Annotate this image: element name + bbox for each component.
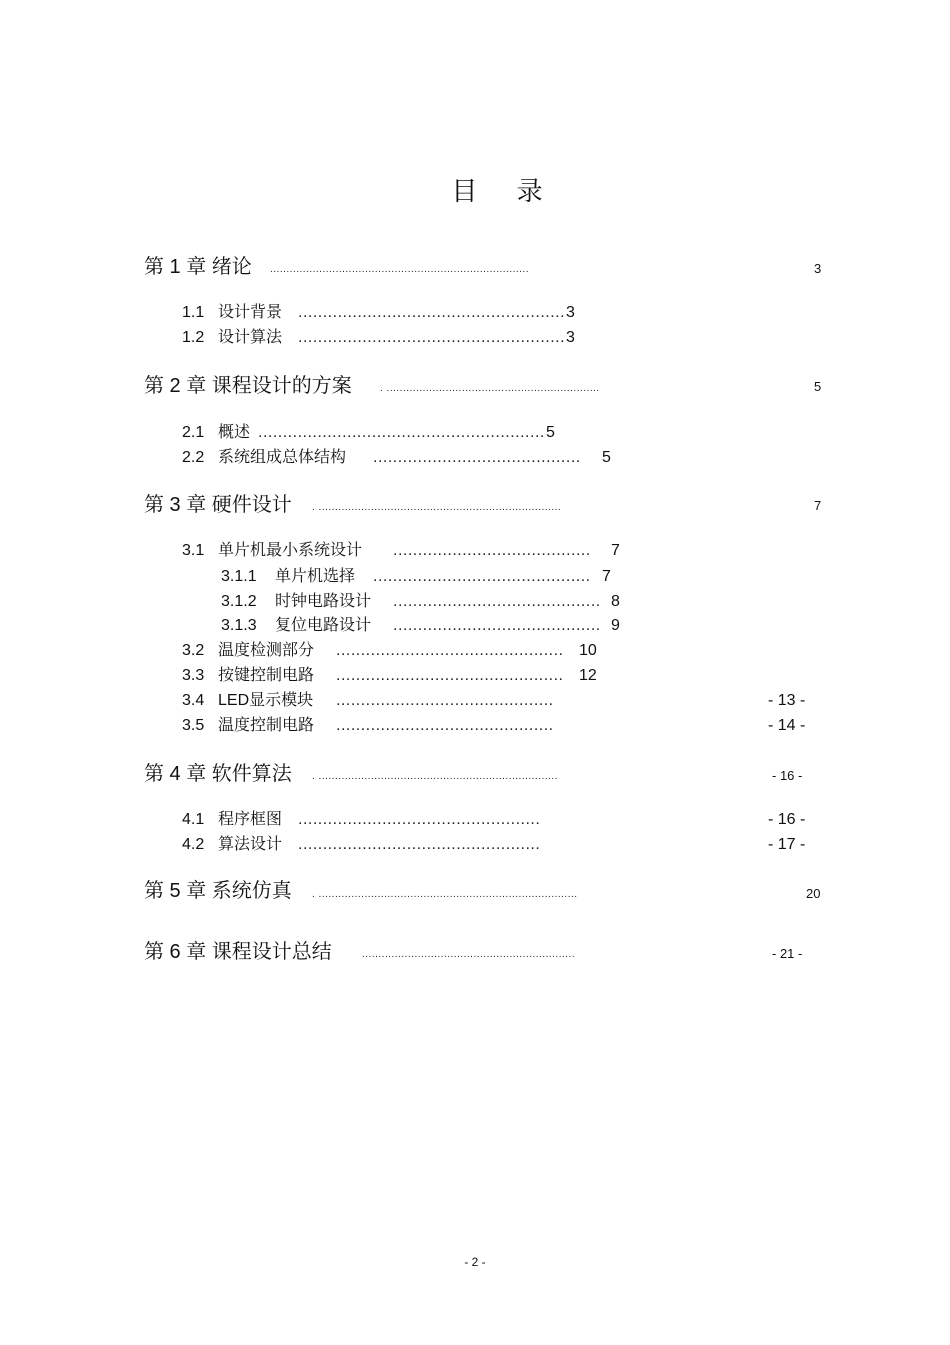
section-number: 3.4 xyxy=(182,692,205,709)
leader-dots: ............................................ xyxy=(336,717,554,734)
leader-dots: ............................................................................... xyxy=(270,264,529,275)
leader-dots: .......................................... xyxy=(393,593,601,610)
chapter-label: 第 3 章 硬件设计 xyxy=(144,494,292,516)
chapter-label: 第 2 章 课程设计的方案 xyxy=(144,375,352,397)
page-number: 5 xyxy=(546,424,555,441)
section-number: 2.1 xyxy=(182,424,205,441)
leader-dots: .......................................... xyxy=(393,617,601,634)
page-number: 12 xyxy=(579,667,597,684)
section-title: 算法设计 xyxy=(218,836,283,853)
leader-dots: ................................................................. xyxy=(362,949,576,960)
subsection-number: 3.1.2 xyxy=(221,593,257,610)
leader-dots: ................................................. xyxy=(298,836,541,853)
section-number: 4.2 xyxy=(182,836,205,853)
chapter-label: 第 4 章 软件算法 xyxy=(144,763,292,785)
page-number: 3 xyxy=(814,261,822,276)
section-title: 温度检测部分 xyxy=(218,642,315,659)
section-number: 3.3 xyxy=(182,667,205,684)
subsection-number: 3.1.3 xyxy=(221,617,257,634)
chapter-label: 第 1 章 绪论 xyxy=(144,256,252,278)
page-title: 目 录 xyxy=(451,176,559,206)
page-number: 7 xyxy=(602,568,611,585)
page-number: - 13 - xyxy=(768,692,806,709)
section-number: 2.2 xyxy=(182,449,205,466)
page-number: 3 xyxy=(566,329,575,346)
section-title: 程序框图 xyxy=(218,811,283,828)
section-title: LED显示模块 xyxy=(218,692,314,709)
leader-dots: ............................................ xyxy=(373,568,591,585)
section-title: 概述 xyxy=(218,424,251,441)
section-title: 温度控制电路 xyxy=(218,717,315,734)
section-number: 3.2 xyxy=(182,642,205,659)
subsection-title: 时钟电路设计 xyxy=(275,593,372,610)
leader-dots: ........................................ xyxy=(393,542,591,559)
page-number: 10 xyxy=(579,642,597,659)
leader-dots: .......................................................... xyxy=(258,424,545,441)
page-number: 20 xyxy=(806,886,821,901)
page-number: 9 xyxy=(611,617,620,634)
leader-dots: . ............................................................................... xyxy=(312,889,578,900)
leader-dots: . .......................................................................... xyxy=(312,502,562,513)
subsection-title: 复位电路设计 xyxy=(275,617,372,634)
leader-dots: .............................................. xyxy=(336,642,564,659)
section-number: 4.1 xyxy=(182,811,205,828)
page-number: 5 xyxy=(814,379,822,394)
page-number: 7 xyxy=(611,542,620,559)
page-number: 5 xyxy=(602,449,611,466)
section-title: 设计算法 xyxy=(218,329,283,346)
page-number: - 21 - xyxy=(772,946,803,961)
leader-dots: ................................................. xyxy=(298,811,541,828)
page-number: - 16 - xyxy=(772,768,803,783)
chapter-label: 第 5 章 系统仿真 xyxy=(144,880,292,902)
section-number: 1.2 xyxy=(182,329,205,346)
leader-dots: .......................................... xyxy=(373,449,581,466)
leader-dots: .............................................. xyxy=(336,667,564,684)
page-number: 8 xyxy=(611,593,620,610)
page-number: 3 xyxy=(566,304,575,321)
subsection-title: 单片机选择 xyxy=(275,568,356,585)
section-number: 1.1 xyxy=(182,304,205,321)
section-number: 3.1 xyxy=(182,542,205,559)
page-number: - 14 - xyxy=(768,717,806,734)
leader-dots: ............................................ xyxy=(336,692,554,709)
section-title: 设计背景 xyxy=(218,304,283,321)
section-number: 3.5 xyxy=(182,717,205,734)
page-number: - 16 - xyxy=(768,811,806,828)
leader-dots: . ......................................................................... xyxy=(312,771,558,782)
section-title: 单片机最小系统设计 xyxy=(218,542,363,559)
leader-dots: . ................................................................. xyxy=(380,383,600,394)
section-title: 按键控制电路 xyxy=(218,667,315,684)
subsection-number: 3.1.1 xyxy=(221,568,257,585)
page-footer-number: - 2 - xyxy=(464,1255,486,1269)
section-title: 系统组成总体结构 xyxy=(218,449,347,466)
page-number: 7 xyxy=(814,498,822,513)
page-number: - 17 - xyxy=(768,836,806,853)
leader-dots: ...................................................... xyxy=(298,329,566,346)
leader-dots: ...................................................... xyxy=(298,304,566,321)
chapter-label: 第 6 章 课程设计总结 xyxy=(144,941,332,963)
